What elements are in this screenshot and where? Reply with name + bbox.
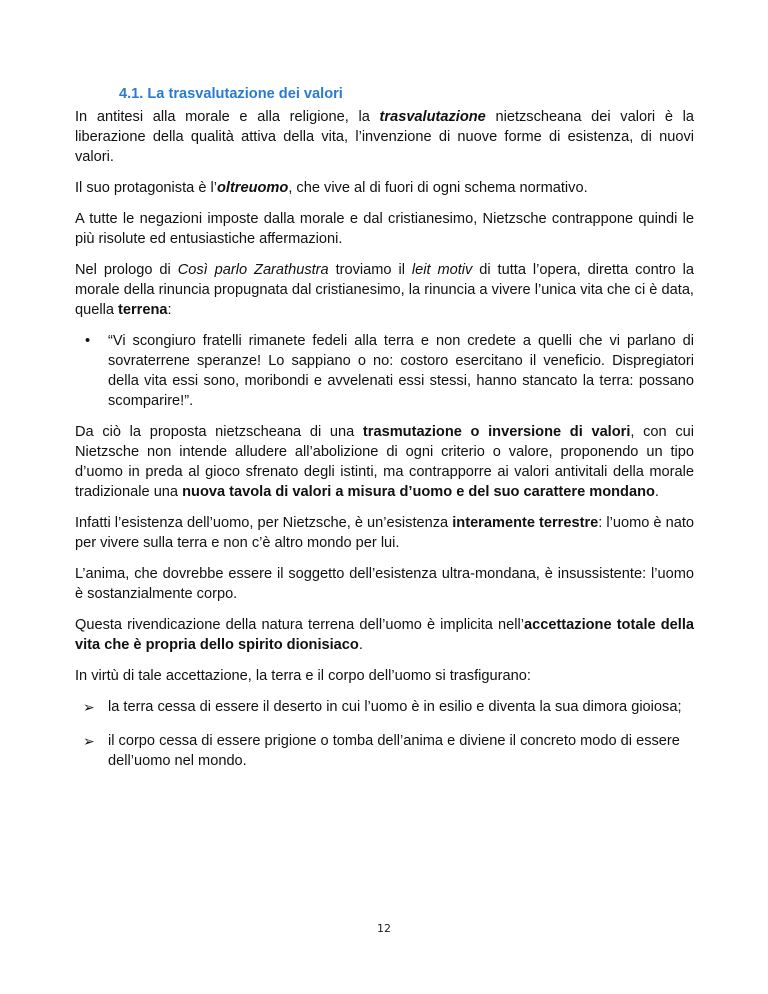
paragraph-8 bbox=[75, 615, 694, 655]
arrow-bullet-icon: ➢ bbox=[83, 699, 95, 715]
bold-term: trasmutazione o inversione di valori bbox=[362, 424, 631, 440]
arrow-item-text: la terra cessa di essere il deserto in cui l’uomo è in esilio e diventa la sua dimora gioiosa; bbox=[108, 699, 682, 715]
paragraph-3: A tutte le negazioni imposte dalla morale e dal cristianesimo, Nietzsche contrappone quindi le più risolute ed entusiastiche affermazioni. bbox=[75, 211, 694, 247]
paragraph-9: In virtù di tale accettazione, la terra e il corpo dell’uomo si trasfigurano: bbox=[75, 668, 531, 684]
bold-term: accettazione totale della vita che è propria dello spirito dionisiaco bbox=[75, 617, 694, 653]
quote-bullet bbox=[75, 331, 694, 411]
text-run: : l’uomo è nato per vivere sulla terra e non c’è altro mondo per lui. bbox=[75, 515, 694, 551]
emphasis-term: trasvalutazione bbox=[379, 109, 486, 125]
text-run: , che vive al di fuori di ogni schema normativo. bbox=[288, 180, 588, 196]
text-run: di tutta l’opera, diretta contro la morale della rinuncia propugnata dal cristianesimo, la rinuncia a vivere l’unica vita che ci è data, quella bbox=[75, 262, 694, 318]
paragraph-2 bbox=[75, 178, 694, 198]
text-run: . bbox=[358, 637, 363, 653]
text-run: troviamo il bbox=[328, 262, 412, 278]
emphasis-term: oltreuomo bbox=[216, 180, 289, 196]
arrow-item-text: il corpo cessa di essere prigione o tomba dell’anima e diviene il concreto modo di essere dell’uomo nel mondo. bbox=[108, 733, 680, 769]
paragraph-1 bbox=[75, 107, 694, 167]
page-number: 12 bbox=[377, 922, 391, 935]
quote-text: “Vi scongiuro fratelli rimanete fedeli alla terra e non credete a quelli che vi parlano di sovraterrene speranze! Lo sappiano o no: costoro esercitano il veneficio. Dispregiatori della vita essi sono, moribondi e avvelenati essi stessi, hanno stancato la terra: possano scomparire!”. bbox=[108, 333, 694, 409]
italic-term: leit motiv bbox=[411, 262, 473, 278]
bold-term: terrena bbox=[118, 302, 168, 318]
text-run: Il suo protagonista è l’ bbox=[75, 180, 217, 196]
text-run: , con cui Nietzsche non intende alludere all’abolizione di ogni criterio o valore, proponendo un tipo d’uomo in preda al gioco sfrenato degli istinti, ma contrapporre ai valori antivitali della morale tradizionale una bbox=[75, 424, 694, 500]
document-body bbox=[75, 107, 694, 785]
paragraph-7: L’anima, che dovrebbe essere il soggetto dell’esistenza ultra-mondana, è insussistente: l’uomo è sostanzialmente corpo. bbox=[75, 566, 694, 602]
text-run: Nel prologo di bbox=[75, 262, 178, 278]
text-run: Da ciò la proposta nietzscheana di una bbox=[75, 424, 363, 440]
arrow-item bbox=[75, 697, 694, 717]
arrow-item bbox=[75, 731, 694, 771]
text-run: . bbox=[654, 484, 659, 500]
text-run: Infatti l’esistenza dell’uomo, per Nietzsche, è un’esistenza bbox=[75, 515, 453, 531]
italic-title: Così parlo Zarathustra bbox=[177, 262, 329, 278]
bold-term: interamente terrestre bbox=[452, 515, 599, 531]
text-run: nietzscheana dei valori è la liberazione della qualità attiva della vita, l’invenzione di nuove forme di esistenza, di nuovi valori. bbox=[75, 109, 694, 165]
paragraph-5 bbox=[75, 422, 694, 502]
section-heading: 4.1. La trasvalutazione dei valori bbox=[119, 86, 343, 102]
bullet-icon: • bbox=[85, 333, 91, 349]
text-run: Questa rivendicazione della natura terrena dell’uomo è implicita nell’ bbox=[75, 617, 524, 633]
text-run: : bbox=[167, 302, 172, 318]
paragraph-6 bbox=[75, 513, 694, 553]
text-run: In antitesi alla morale e alla religione, la bbox=[75, 109, 380, 125]
arrow-bullet-icon: ➢ bbox=[83, 733, 95, 749]
bold-term: nuova tavola di valori a misura d’uomo e del suo carattere mondano bbox=[182, 484, 655, 500]
paragraph-4 bbox=[75, 260, 694, 320]
